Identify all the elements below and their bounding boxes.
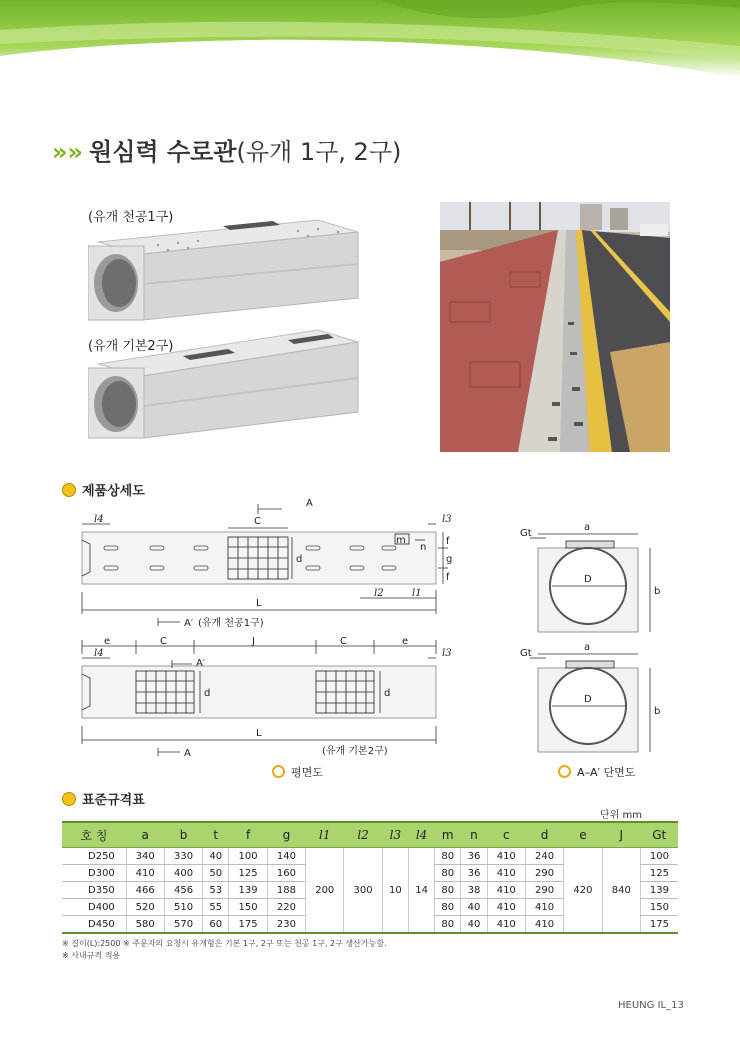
label-A-bottom: A — [184, 748, 191, 759]
label-l4-top: l4 — [94, 514, 104, 525]
cell-b: 570 — [164, 916, 202, 934]
cell-m: 80 — [435, 848, 461, 865]
label-d-right: d — [384, 688, 391, 699]
cell-f: 150 — [229, 899, 267, 916]
cell-name: D250 — [62, 848, 126, 865]
technical-drawing — [60, 494, 700, 784]
cell-m: 80 — [435, 916, 461, 934]
cell-f: 125 — [229, 865, 267, 882]
cell-Gt: 125 — [640, 865, 678, 882]
label-a-top: a — [584, 522, 591, 533]
cell-Gt: 150 — [640, 899, 678, 916]
page-title — [52, 132, 401, 167]
label-D-bottom: D — [584, 694, 592, 705]
cell-n: 40 — [461, 916, 487, 934]
cell-f: 175 — [229, 916, 267, 934]
cell-d: 410 — [525, 899, 563, 916]
cell-t: 53 — [203, 882, 229, 899]
col-l1: l1 — [306, 822, 344, 848]
cell-d: 290 — [525, 882, 563, 899]
spec-table — [62, 821, 678, 934]
cell-Gt: 175 — [640, 916, 678, 934]
col-f: f — [229, 822, 267, 848]
label-J: J — [252, 636, 255, 647]
col-l2: l2 — [344, 822, 382, 848]
cell-e-merged: 420 — [564, 848, 602, 934]
cell-g: 188 — [267, 882, 305, 899]
plan-view-caption-text: 평면도 — [291, 766, 323, 779]
cell-n: 36 — [461, 865, 487, 882]
note-standard: ※ 사내규격 적용 — [62, 951, 121, 960]
cell-m: 80 — [435, 899, 461, 916]
cell-t: 50 — [203, 865, 229, 882]
section-bullet-icon — [62, 792, 76, 806]
ring-bullet-icon — [272, 765, 285, 778]
cell-name: D450 — [62, 916, 126, 934]
col-b: b — [164, 822, 202, 848]
top-view-caption: (유개 천공1구) — [198, 618, 264, 629]
label-l2: l2 — [374, 588, 384, 599]
note-length: ※ 길이(L):2500 ※ 주문자의 요청시 유개형은 기본 1구, 2구 또는 천공 1구, 2구 생산가능함. — [62, 939, 387, 948]
section-view-caption-text: A–A′ 단면도 — [577, 766, 636, 779]
col-name: 호 칭 — [62, 822, 126, 848]
cell-b: 330 — [164, 848, 202, 865]
label-l3-top: l3 — [442, 514, 452, 525]
cell-a: 520 — [126, 899, 164, 916]
label-l3-bottom: l3 — [442, 648, 452, 659]
cell-Gt: 139 — [640, 882, 678, 899]
cell-d: 410 — [525, 916, 563, 934]
unit-label: 단위 mm — [600, 810, 642, 821]
cell-f: 100 — [229, 848, 267, 865]
cell-t: 55 — [203, 899, 229, 916]
cell-f: 139 — [229, 882, 267, 899]
cell-name: D400 — [62, 899, 126, 916]
page-footer: HEUNG IL_13 — [618, 1000, 684, 1011]
title-subtitle: (유개 1구, 2구) — [236, 138, 402, 166]
label-Gt-top: Gt — [520, 528, 532, 539]
label-n: n — [420, 542, 427, 553]
product2-caption: (유개 기본2구) — [88, 339, 174, 354]
title-main: 원심력 수로관 — [89, 138, 237, 166]
installation-photo — [440, 202, 670, 452]
label-L-bottom: L — [256, 728, 262, 739]
cell-b: 510 — [164, 899, 202, 916]
cell-m: 80 — [435, 865, 461, 882]
header-green-band — [0, 0, 740, 110]
cell-n: 40 — [461, 899, 487, 916]
cell-a: 580 — [126, 916, 164, 934]
col-e: e — [564, 822, 602, 848]
col-l4: l4 — [408, 822, 434, 848]
col-m: m — [435, 822, 461, 848]
title-arrows: »» — [52, 138, 84, 166]
label-C-top: C — [254, 516, 261, 527]
label-e-left: e — [104, 636, 111, 647]
cell-c: 410 — [487, 899, 525, 916]
cell-a: 410 — [126, 865, 164, 882]
label-d-left: d — [204, 688, 211, 699]
cell-d: 290 — [525, 865, 563, 882]
label-C-right: C — [340, 636, 347, 647]
label-A-top: A — [306, 498, 313, 509]
cell-n: 38 — [461, 882, 487, 899]
cell-l4-merged: 14 — [408, 848, 434, 934]
col-n: n — [461, 822, 487, 848]
cell-c: 410 — [487, 882, 525, 899]
cell-l2-merged: 300 — [344, 848, 382, 934]
col-g: g — [267, 822, 305, 848]
cell-name: D300 — [62, 865, 126, 882]
label-A-prime-top: A′ — [184, 618, 194, 629]
ring-bullet-icon — [558, 765, 571, 778]
label-d-top: d — [296, 554, 303, 565]
cell-g: 140 — [267, 848, 305, 865]
section-view-caption — [558, 764, 635, 780]
label-C-left: C — [160, 636, 167, 647]
cell-c: 410 — [487, 865, 525, 882]
cell-b: 456 — [164, 882, 202, 899]
label-l4-bottom: l4 — [94, 648, 104, 659]
label-m: m — [396, 535, 406, 546]
cell-l1-merged: 200 — [306, 848, 344, 934]
col-Gt: Gt — [640, 822, 678, 848]
col-c: c — [487, 822, 525, 848]
cell-b: 400 — [164, 865, 202, 882]
cell-Gt: 100 — [640, 848, 678, 865]
plan-view-caption — [272, 764, 323, 780]
cell-d: 240 — [525, 848, 563, 865]
col-d: d — [525, 822, 563, 848]
label-A-prime-bottom: A′ — [196, 658, 206, 669]
section-heading-spec-text: 표준규격표 — [82, 793, 145, 808]
label-g: g — [446, 554, 453, 565]
product2-image — [88, 320, 368, 440]
cell-n: 36 — [461, 848, 487, 865]
cell-a: 466 — [126, 882, 164, 899]
table-row — [62, 848, 678, 865]
cell-t: 40 — [203, 848, 229, 865]
label-l1: l1 — [412, 588, 422, 599]
label-D-top: D — [584, 574, 592, 585]
col-a: a — [126, 822, 164, 848]
cell-t: 60 — [203, 916, 229, 934]
label-b-bottom: b — [654, 706, 661, 717]
label-b-top: b — [654, 586, 661, 597]
cell-g: 160 — [267, 865, 305, 882]
cell-c: 410 — [487, 848, 525, 865]
cell-a: 340 — [126, 848, 164, 865]
cell-c: 410 — [487, 916, 525, 934]
section-heading-spec — [62, 789, 145, 808]
label-e-right: e — [402, 636, 409, 647]
label-f-upper: f — [446, 536, 450, 547]
cell-J-merged: 840 — [602, 848, 640, 934]
product1-image — [88, 212, 368, 322]
cell-g: 230 — [267, 916, 305, 934]
cell-l3-merged: 10 — [382, 848, 408, 934]
section-heading-detail-text: 제품상세도 — [82, 484, 145, 499]
col-J: J — [602, 822, 640, 848]
spec-table-header — [62, 822, 678, 848]
col-l3: l3 — [382, 822, 408, 848]
label-a-bottom: a — [584, 642, 591, 653]
label-f-lower: f — [446, 572, 450, 583]
label-Gt-bottom: Gt — [520, 648, 532, 659]
bottom-view-caption: (유개 기본2구) — [322, 746, 388, 757]
product1-caption: (유개 천공1구) — [88, 210, 174, 225]
label-L-top: L — [256, 598, 262, 609]
cell-g: 220 — [267, 899, 305, 916]
cell-m: 80 — [435, 882, 461, 899]
col-t: t — [203, 822, 229, 848]
cell-name: D350 — [62, 882, 126, 899]
